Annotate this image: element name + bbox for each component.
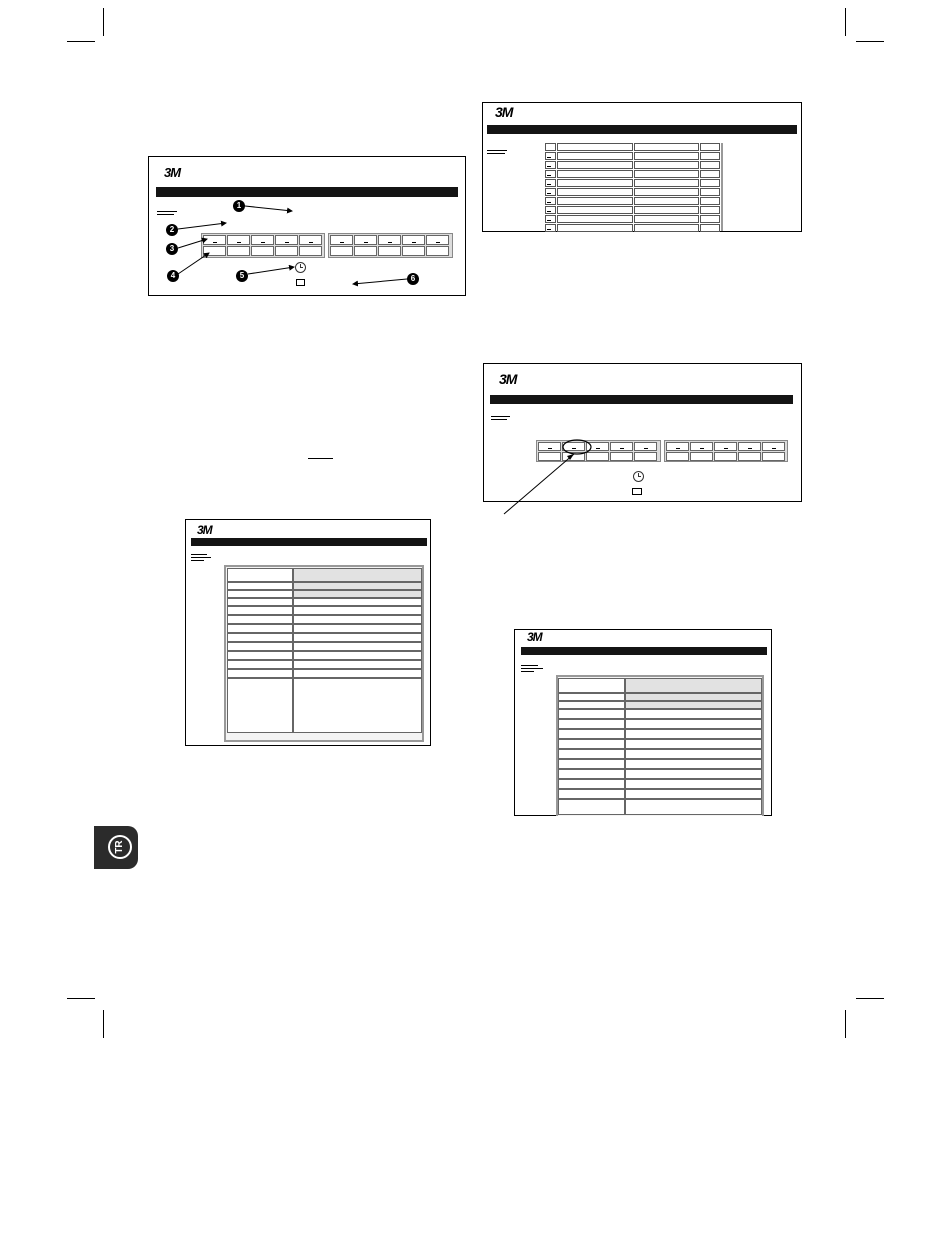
- header-bar: [487, 125, 797, 134]
- table-cell-label: [227, 606, 293, 615]
- table-cell-value: [625, 678, 762, 693]
- list-row-dash: [547, 175, 551, 176]
- table-cell-label: [558, 701, 625, 709]
- list-row-col2: [634, 161, 699, 169]
- list-row-col3: [700, 215, 720, 223]
- crop-mark: [845, 8, 846, 36]
- table-cell-label: [227, 669, 293, 678]
- list-row-col2: [634, 224, 699, 232]
- list-row-col1: [557, 161, 633, 169]
- highlight-annotation: [484, 364, 803, 524]
- callout-4: 4: [167, 270, 179, 282]
- table-cell-label: [227, 642, 293, 651]
- list-row-marker: [545, 197, 556, 205]
- table-cell-label: [227, 651, 293, 660]
- table-cell-value: [293, 642, 422, 651]
- table-cell-value: [293, 590, 422, 598]
- list-row-col3: [700, 170, 720, 178]
- menu-underline: [487, 150, 507, 151]
- table-cell-value: [293, 633, 422, 642]
- list-row-col2: [634, 215, 699, 223]
- list-row-marker: [545, 170, 556, 178]
- list-row-marker: [545, 215, 556, 223]
- list-row-dash: [547, 193, 551, 194]
- list-row-col1: [557, 215, 633, 223]
- brand-logo: 3M: [495, 104, 513, 120]
- table-cell-value: [625, 789, 762, 799]
- list-row-col2: [634, 188, 699, 196]
- list-row-marker: [545, 161, 556, 169]
- table-cell-label: [558, 749, 625, 759]
- table-cell-label: [227, 590, 293, 598]
- list-row-col3: [700, 143, 720, 151]
- table-cell-label: [227, 582, 293, 590]
- list-row-col2: [634, 206, 699, 214]
- list-row-col1: [557, 188, 633, 196]
- table-cell-label: [227, 598, 293, 606]
- crop-mark: [856, 41, 884, 42]
- crop-mark: [103, 1010, 104, 1038]
- table-cell-value: [625, 693, 762, 701]
- screen-settings-panel-2: [514, 629, 772, 816]
- language-code: TR: [108, 835, 132, 859]
- screen-settings-panel: [185, 519, 431, 746]
- menu-underline: [521, 671, 534, 672]
- list-row-col3: [700, 179, 720, 187]
- callout-1: 1: [233, 200, 245, 212]
- table-cell-value: [625, 779, 762, 789]
- list-row-col3: [700, 224, 720, 232]
- list-row-marker: [545, 152, 556, 160]
- table-cell-value: [625, 749, 762, 759]
- screen-overview-panel: [148, 156, 466, 296]
- list-row-dash: [547, 229, 551, 230]
- list-row-col3: [700, 152, 720, 160]
- table-cell-label: [558, 799, 625, 815]
- menu-underline: [521, 665, 538, 666]
- table-cell-label: [558, 779, 625, 789]
- table-cell-value: [625, 719, 762, 729]
- list-row-col1: [557, 179, 633, 187]
- header-bar: [191, 538, 427, 546]
- crop-mark: [103, 8, 104, 36]
- callout-arrows: [149, 157, 467, 297]
- list-row-dash: [547, 211, 551, 212]
- table-cell-value: [293, 678, 422, 733]
- list-row-col2: [634, 143, 699, 151]
- menu-underline: [191, 554, 207, 555]
- table-cell-label: [558, 769, 625, 779]
- list-row-marker: [545, 224, 556, 232]
- list-row-marker: [545, 179, 556, 187]
- table-cell-value: [293, 660, 422, 669]
- table-cell-value: [293, 568, 422, 582]
- menu-underline: [191, 560, 204, 561]
- table-cell-label: [558, 729, 625, 739]
- list-row-col1: [557, 152, 633, 160]
- table-cell-label: [558, 759, 625, 769]
- callout-6: 6: [407, 273, 419, 285]
- list-row-dash: [547, 166, 551, 167]
- list-row-col1: [557, 197, 633, 205]
- list-row-col3: [700, 161, 720, 169]
- crop-mark: [67, 41, 95, 42]
- menu-underline: [191, 557, 211, 558]
- list-row-col1: [557, 224, 633, 232]
- table-cell-value: [625, 739, 762, 749]
- table-cell-label: [558, 719, 625, 729]
- screen-slot-panel: [483, 363, 802, 502]
- list-row-marker: [545, 188, 556, 196]
- text-underline: [308, 458, 333, 459]
- callout-5: 5: [236, 270, 248, 282]
- table-cell-value: [625, 701, 762, 709]
- table-cell-value: [625, 799, 762, 815]
- table-cell-value: [293, 606, 422, 615]
- brand-logo: 3M: [164, 165, 181, 180]
- brand-logo: 3M: [527, 630, 542, 644]
- table-cell-label: [227, 615, 293, 624]
- list-row-col1: [557, 170, 633, 178]
- list-row-col2: [634, 152, 699, 160]
- table-cell-label: [558, 693, 625, 701]
- table-cell-value: [293, 669, 422, 678]
- list-row-col1: [557, 143, 633, 151]
- table-cell-value: [625, 759, 762, 769]
- table-cell-value: [293, 615, 422, 624]
- list-row-marker: [545, 206, 556, 214]
- list-row-marker: [545, 143, 556, 151]
- menu-underline: [487, 153, 505, 154]
- list-row-col2: [634, 179, 699, 187]
- table-cell-label: [227, 568, 293, 582]
- list-row-dash: [547, 220, 551, 221]
- list-row-col3: [700, 206, 720, 214]
- menu-underline: [521, 668, 543, 669]
- header-bar: [521, 647, 767, 655]
- list-row-col1: [557, 206, 633, 214]
- language-tab: [94, 826, 138, 869]
- table-cell-value: [625, 769, 762, 779]
- table-cell-value: [293, 582, 422, 590]
- table-cell-label: [227, 624, 293, 633]
- list-row-col2: [634, 170, 699, 178]
- table-cell-label: [558, 789, 625, 799]
- table-cell-label: [227, 633, 293, 642]
- table-cell-label: [227, 678, 293, 733]
- table-cell-value: [293, 598, 422, 606]
- callout-3: 3: [166, 243, 178, 255]
- table-cell-value: [625, 709, 762, 719]
- brand-logo: 3M: [197, 523, 212, 537]
- table-cell-label: [558, 678, 625, 693]
- crop-mark: [67, 998, 95, 999]
- list-row-col2: [634, 197, 699, 205]
- table-cell-label: [227, 660, 293, 669]
- crop-mark: [845, 1010, 846, 1038]
- crop-mark: [856, 998, 884, 999]
- screen-list-panel: [482, 102, 802, 232]
- callout-2: 2: [166, 224, 178, 236]
- list-row-dash: [547, 184, 551, 185]
- list-row-dash: [547, 157, 551, 158]
- table-cell-value: [625, 729, 762, 739]
- list-row-col3: [700, 197, 720, 205]
- table-cell-label: [558, 709, 625, 719]
- list-row-col3: [700, 188, 720, 196]
- list-row-dash: [547, 202, 551, 203]
- table-cell-label: [558, 739, 625, 749]
- table-cell-value: [293, 651, 422, 660]
- brand-logo: 3M: [499, 371, 517, 387]
- table-cell-value: [293, 624, 422, 633]
